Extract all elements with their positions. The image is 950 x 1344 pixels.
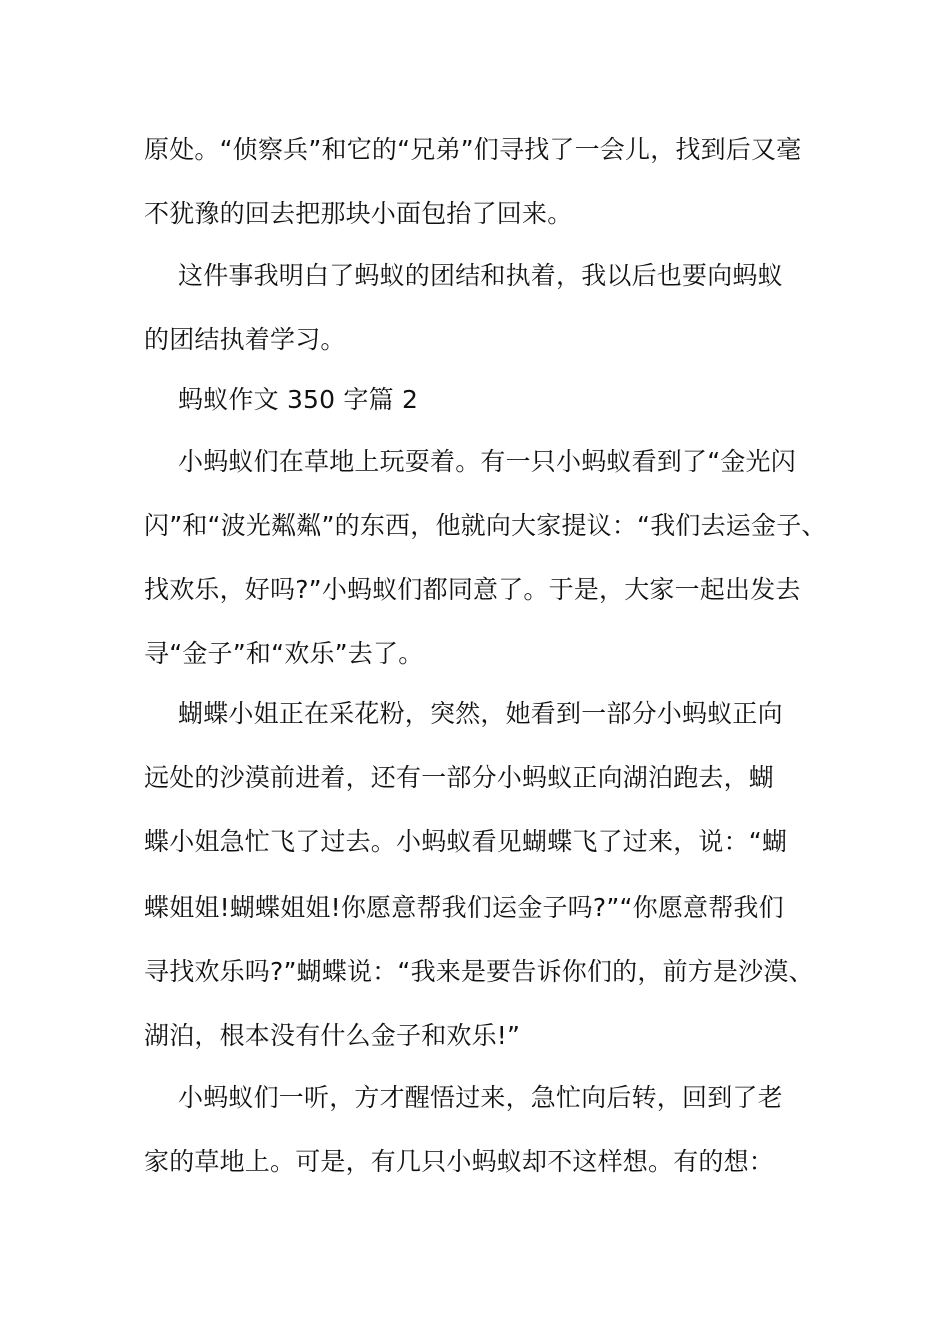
paragraph-start-line: 蝴蝶小姐正在采花粉，突然，她看到一部分小蚂蚁正向 <box>178 699 783 728</box>
text-line-8: 找欢乐，好吗?”小蚂蚁们都同意了。于是，大家一起出发去 <box>144 575 801 604</box>
text-line-17: 家的草地上。可是，有几只小蚂蚁却不这样想。有的想： <box>144 1147 775 1176</box>
text-line-11: 远处的沙漠前进着，还有一部分小蚂蚁正向湖泊跑去，蝴 <box>144 763 775 792</box>
text-line-4: 的团结执着学习。 <box>144 325 346 354</box>
paragraph-start-line: 小蚂蚁们一听，方才醒悟过来，急忙向后转，回到了老 <box>178 1083 783 1112</box>
text-line-2: 不犹豫的回去把那块小面包抬了回来。 <box>144 199 573 228</box>
text-line-9: 寻“金子”和“欢乐”去了。 <box>144 639 424 668</box>
paragraph-start-line: 这件事我明白了蚂蚁的团结和执着，我以后也要向蚂蚁 <box>178 261 783 290</box>
text-line-14: 寻找欢乐吗?”蝴蝶说：“我来是要告诉你们的，前方是沙漠、 <box>144 957 814 986</box>
text-line-12: 蝶小姐急忙飞了过去。小蚂蚁看见蝴蝶飞了过来，说：“蝴 <box>144 827 788 856</box>
text-line-15: 湖泊，根本没有什么金子和欢乐!” <box>144 1021 521 1050</box>
text-line-1: 原处。“侦察兵”和它的“兄弟”们寻找了一会儿，找到后又毫 <box>144 135 802 164</box>
section-heading: 蚂蚁作文 350 字篇 2 <box>178 385 419 414</box>
text-line-13: 蝶姐姐!蝴蝶姐姐!你愿意帮我们运金子吗?”“你愿意帮我们 <box>144 893 784 922</box>
text-line-7: 闪”和“波光粼粼”的东西，他就向大家提议：“我们去运金子、 <box>144 511 827 540</box>
paragraph-start-line: 小蚂蚁们在草地上玩耍着。有一只小蚂蚁看到了“金光闪 <box>178 447 796 476</box>
